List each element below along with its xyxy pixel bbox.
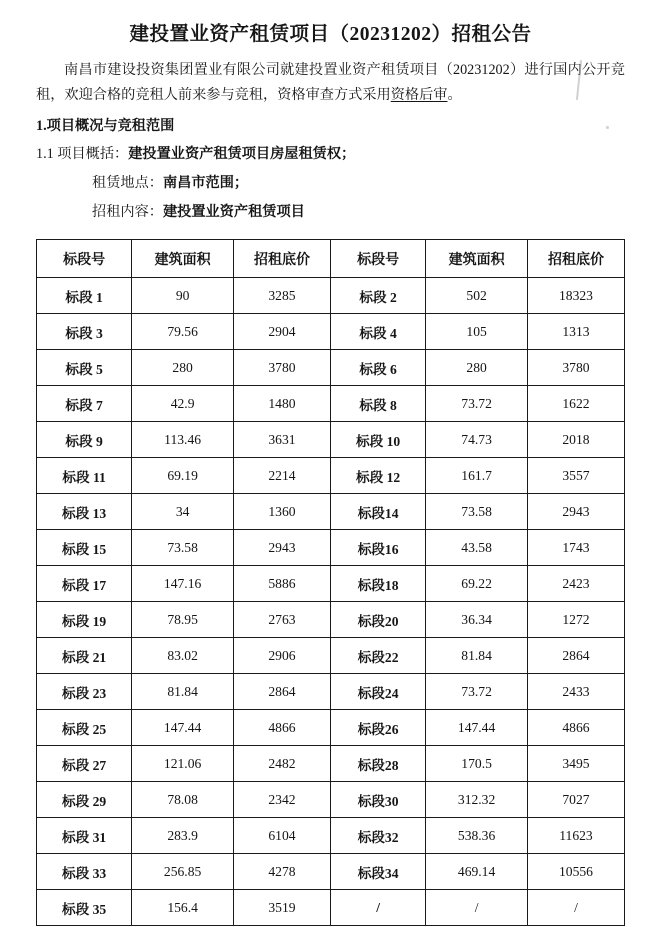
- table-row: [37, 458, 625, 494]
- intro-underlined-text: 资格后审: [390, 87, 448, 103]
- cell-area: 73.72: [426, 386, 528, 422]
- cell-price: 1622: [527, 386, 624, 422]
- cell-lot: 标段 1: [37, 278, 132, 314]
- table-row: [37, 782, 625, 818]
- cell-area: 73.72: [426, 674, 528, 710]
- lease-location-line: [36, 170, 625, 197]
- intro-paragraph: [36, 58, 625, 108]
- cell-lot: 标段 13: [37, 494, 132, 530]
- cell-price: 7027: [527, 782, 624, 818]
- cell-price: 3285: [233, 278, 330, 314]
- table-header-row: [37, 240, 625, 278]
- cell-lot: 标段 33: [37, 854, 132, 890]
- table-row: [37, 638, 625, 674]
- cell-area: 156.4: [132, 890, 234, 926]
- cell-area: 161.7: [426, 458, 528, 494]
- cell-area: 90: [132, 278, 234, 314]
- table-row: [37, 854, 625, 890]
- cell-lot: 标段32: [330, 818, 425, 854]
- lease-content-line: [36, 199, 625, 226]
- cell-area: 81.84: [426, 638, 528, 674]
- section-heading-1: 1.项目概况与竞租范围: [36, 118, 175, 134]
- cell-price: 3557: [527, 458, 624, 494]
- cell-price: 5886: [233, 566, 330, 602]
- cell-area: 42.9: [132, 386, 234, 422]
- cell-area: 121.06: [132, 746, 234, 782]
- cell-lot: 标段 2: [330, 278, 425, 314]
- cell-area: 280: [132, 350, 234, 386]
- lease-content-label: 招租内容：: [92, 204, 163, 220]
- cell-lot: 标段 4: [330, 314, 425, 350]
- cell-lot: 标段26: [330, 710, 425, 746]
- cell-lot: 标段 8: [330, 386, 425, 422]
- table-row: [37, 818, 625, 854]
- cell-lot: 标段34: [330, 854, 425, 890]
- cell-price: 1313: [527, 314, 624, 350]
- table-row: [37, 602, 625, 638]
- table-row: [37, 530, 625, 566]
- cell-lot: 标段 31: [37, 818, 132, 854]
- cell-lot: 标段 15: [37, 530, 132, 566]
- cell-lot: 标段 6: [330, 350, 425, 386]
- cell-price: 2763: [233, 602, 330, 638]
- cell-price: 2943: [233, 530, 330, 566]
- cell-area: 113.46: [132, 422, 234, 458]
- table-row: [37, 494, 625, 530]
- table-row: [37, 566, 625, 602]
- cell-price: 3780: [527, 350, 624, 386]
- lease-content-value: 建投置业资产租赁项目: [162, 204, 305, 220]
- cell-area: 43.58: [426, 530, 528, 566]
- cell-area: 502: [426, 278, 528, 314]
- cell-lot: 标段 25: [37, 710, 132, 746]
- cell-lot: 标段 29: [37, 782, 132, 818]
- project-summary-label: 1.1 项目概括：: [36, 146, 129, 162]
- cell-area: 105: [426, 314, 528, 350]
- cell-price: 2018: [527, 422, 624, 458]
- cell-area: 147.16: [132, 566, 234, 602]
- lease-location-value: 南昌市范围；: [162, 175, 249, 191]
- table-row: [37, 746, 625, 782]
- table-row: [37, 422, 625, 458]
- cell-area: /: [426, 890, 528, 926]
- cell-lot: 标段18: [330, 566, 425, 602]
- cell-lot: 标段 27: [37, 746, 132, 782]
- cell-price: 2342: [233, 782, 330, 818]
- table-row: [37, 350, 625, 386]
- cell-area: 69.19: [132, 458, 234, 494]
- lease-location-label: 租赁地点：: [92, 175, 163, 191]
- cell-price: 2423: [527, 566, 624, 602]
- project-summary-value: 建投置业资产租赁项目房屋租赁权；: [128, 146, 356, 162]
- cell-lot: 标段 11: [37, 458, 132, 494]
- column-header-lot-2: 标段号: [330, 240, 425, 278]
- cell-area: 73.58: [132, 530, 234, 566]
- cell-lot: 标段22: [330, 638, 425, 674]
- cell-price: 4278: [233, 854, 330, 890]
- cell-price: 3519: [233, 890, 330, 926]
- cell-area: 256.85: [132, 854, 234, 890]
- cell-area: 78.08: [132, 782, 234, 818]
- table-row: [37, 278, 625, 314]
- cell-price: 11623: [527, 818, 624, 854]
- cell-area: 73.58: [426, 494, 528, 530]
- cell-lot: 标段 19: [37, 602, 132, 638]
- intro-text: 南昌市建设投资集团置业有限公司就建投置业资产租赁项目（20231202）进行国内公开竞租，欢迎合格的竞租人前来参与竞租，资格审查方式采用: [36, 62, 625, 103]
- cell-price: /: [527, 890, 624, 926]
- cell-area: 170.5: [426, 746, 528, 782]
- cell-area: 74.73: [426, 422, 528, 458]
- table-body: [37, 278, 625, 926]
- cell-lot: 标段 10: [330, 422, 425, 458]
- project-summary-line: [36, 141, 625, 168]
- cell-price: 2906: [233, 638, 330, 674]
- cell-price: 3780: [233, 350, 330, 386]
- cell-lot: 标段 9: [37, 422, 132, 458]
- cell-price: 2864: [233, 674, 330, 710]
- column-header-price-1: 招租底价: [233, 240, 330, 278]
- page-title: 建投置业资产租赁项目（20231202）招租公告: [129, 24, 532, 45]
- cell-area: 538.36: [426, 818, 528, 854]
- cell-price: 1743: [527, 530, 624, 566]
- cell-area: 78.95: [132, 602, 234, 638]
- table-row: [37, 890, 625, 926]
- cell-lot: 标段20: [330, 602, 425, 638]
- table-row: [37, 710, 625, 746]
- cell-lot: /: [330, 890, 425, 926]
- cell-price: 1480: [233, 386, 330, 422]
- cell-lot: 标段16: [330, 530, 425, 566]
- cell-lot: 标段 5: [37, 350, 132, 386]
- cell-price: 2482: [233, 746, 330, 782]
- intro-text-end: 。: [447, 87, 462, 103]
- cell-lot: 标段 3: [37, 314, 132, 350]
- cell-area: 81.84: [132, 674, 234, 710]
- bid-lot-table: [36, 239, 625, 926]
- cell-area: 83.02: [132, 638, 234, 674]
- cell-price: 18323: [527, 278, 624, 314]
- cell-area: 36.34: [426, 602, 528, 638]
- table-row: [37, 314, 625, 350]
- scan-artifact-dot: [606, 126, 609, 129]
- cell-price: 4866: [527, 710, 624, 746]
- cell-area: 312.32: [426, 782, 528, 818]
- cell-lot: 标段 7: [37, 386, 132, 422]
- cell-price: 6104: [233, 818, 330, 854]
- cell-lot: 标段 17: [37, 566, 132, 602]
- cell-price: 2864: [527, 638, 624, 674]
- cell-lot: 标段 23: [37, 674, 132, 710]
- column-header-area-1: 建筑面积: [132, 240, 234, 278]
- cell-lot: 标段 21: [37, 638, 132, 674]
- cell-lot: 标段 35: [37, 890, 132, 926]
- cell-area: 283.9: [132, 818, 234, 854]
- cell-area: 469.14: [426, 854, 528, 890]
- cell-area: 280: [426, 350, 528, 386]
- cell-price: 1360: [233, 494, 330, 530]
- column-header-lot-1: 标段号: [37, 240, 132, 278]
- cell-price: 3631: [233, 422, 330, 458]
- cell-price: 2214: [233, 458, 330, 494]
- cell-price: 4866: [233, 710, 330, 746]
- cell-price: 2943: [527, 494, 624, 530]
- cell-price: 3495: [527, 746, 624, 782]
- cell-lot: 标段14: [330, 494, 425, 530]
- cell-lot: 标段 12: [330, 458, 425, 494]
- cell-area: 69.22: [426, 566, 528, 602]
- cell-lot: 标段30: [330, 782, 425, 818]
- cell-area: 79.56: [132, 314, 234, 350]
- cell-lot: 标段28: [330, 746, 425, 782]
- cell-lot: 标段24: [330, 674, 425, 710]
- cell-area: 147.44: [132, 710, 234, 746]
- table-row: [37, 386, 625, 422]
- cell-price: 10556: [527, 854, 624, 890]
- cell-price: 1272: [527, 602, 624, 638]
- cell-price: 2904: [233, 314, 330, 350]
- table-row: [37, 674, 625, 710]
- cell-price: 2433: [527, 674, 624, 710]
- column-header-area-2: 建筑面积: [426, 240, 528, 278]
- cell-area: 147.44: [426, 710, 528, 746]
- cell-area: 34: [132, 494, 234, 530]
- column-header-price-2: 招租底价: [527, 240, 624, 278]
